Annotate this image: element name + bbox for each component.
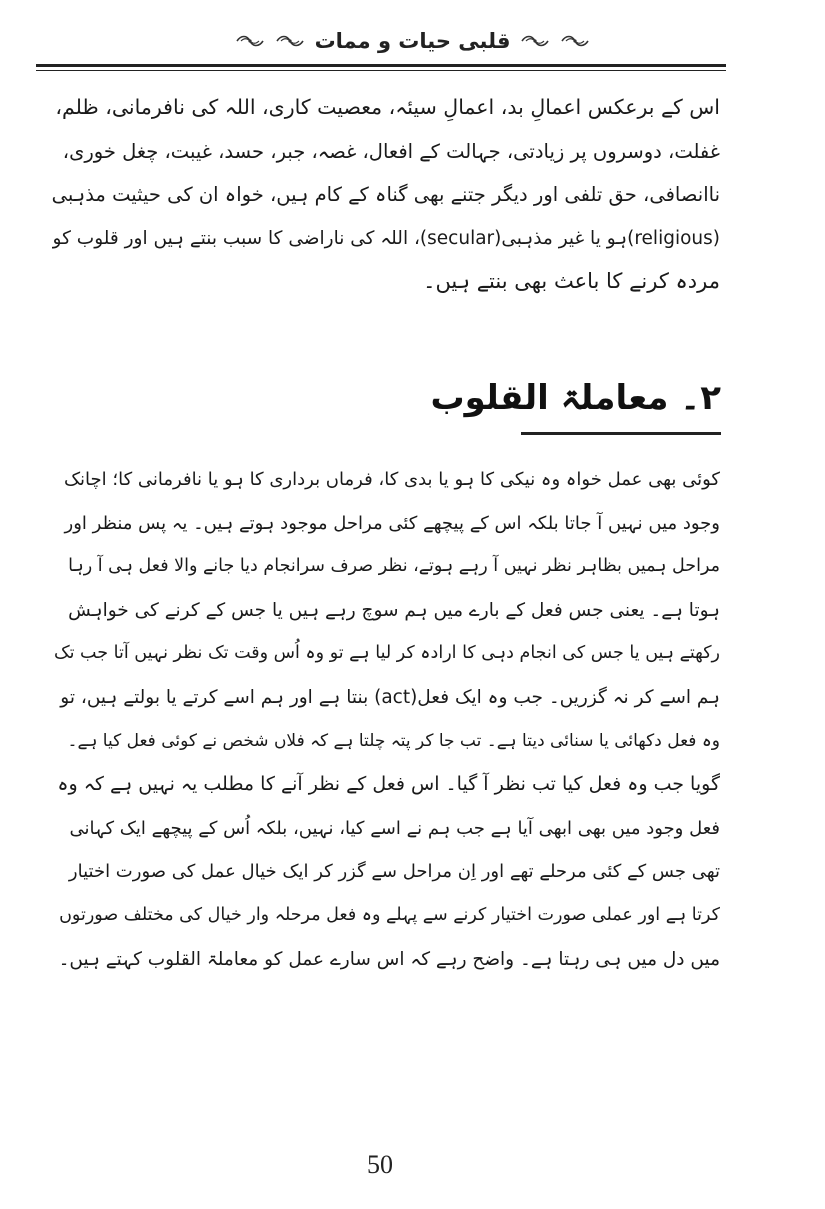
section-heading-text: ۲۔ معاملۃ القلوب (430, 378, 721, 418)
ornament-icon (520, 34, 550, 48)
text-line: گویا جب وہ فعل کیا تب نظر آ گیا۔ اس فعل کے نظر آنے کا مطلب یہ نہیں ہے کہ وہ (57, 773, 720, 796)
text-line: مردہ کرنے کا باعث بھی بنتے ہیں۔ (423, 269, 720, 294)
running-header-title: قلبی حیات و ممات (314, 29, 511, 53)
text-line: وہ فعل دکھائی یا سنائی دیتا ہے۔ تب جا کر پتہ چلتا ہے کہ فلاں شخص نے کوئی فعل کیا ہے۔ (67, 730, 720, 751)
text-line: وجود میں نہیں آ جاتا بلکہ اس کے پیچھے کئی مراحل موجود ہوتے ہیں۔ یہ پس منظر اور (64, 512, 720, 534)
text-line: (religious)ہو یا غیر مذہبی(secular)، اللہ کی ناراضی کا سبب بنتے ہیں اور قلوب کو (52, 227, 720, 249)
text-line: ناانصافی، حق تلفی اور دیگر جتنے بھی گناہ کے کام ہیں، خواہ ان کی حیثیت مذہبی (52, 183, 720, 207)
text-line: ہوتا ہے۔ یعنی جس فعل کے بارے میں ہم سوچ رہے ہیں یا جس کے کرنے کی خواہش (68, 599, 720, 621)
page-number: 50 (367, 1150, 393, 1179)
text-line: رکھتے ہیں یا جس کی انجام دہی کا ارادہ کر لیا ہے تو وہ اُس وقت تک نظر نہیں آتا جب تک (53, 643, 720, 664)
header-rule-thick (36, 64, 726, 67)
ornament-icon (560, 34, 590, 48)
section-heading-underline (521, 432, 721, 435)
paragraph-1 (52, 86, 720, 304)
text-line: اس کے برعکس اعمالِ بد، اعمالِ سیئہ، معصیت کاری، اللہ کی نافرمانی، ظلم، (55, 95, 720, 119)
text-line: تھی جس کے کئی مرحلے تھے اور اِن مراحل سے گزر کر ایک خیال عمل کی صورت اختیار (68, 861, 720, 883)
text-line: میں دل میں ہی رہتا ہے۔ واضح رہے کہ اس سارے عمل کو معاملۃ القلوب کہتے ہیں۔ (58, 948, 720, 970)
running-header (120, 22, 705, 60)
text-line: فعل وجود میں بھی ابھی آیا ہے جب ہم نے اسے کیا، نہیں، بلکہ اُس کے پیچھے ایک کہانی (69, 817, 720, 839)
header-rule-thin (36, 70, 726, 71)
text-line: کرتا ہے اور عملی صورت اختیار کرنے سے پہلے وہ فعل مرحلہ وار خیال کی مختلف صورتوں (59, 904, 720, 925)
text-line: کوئی بھی عمل خواہ وہ نیکی کا ہو یا بدی کا، فرماں برداری کا ہو یا نافرمانی کا؛ اچانک (63, 469, 720, 490)
text-line: مراحل ہمیں بظاہر نظر نہیں آ رہے ہوتے، نظر صرف سرانجام دیا جانے والا فعل ہی آ رہا (68, 556, 720, 577)
ornament-icon (235, 34, 265, 48)
text-line: ہم اسے کر نہ گزریں۔ جب وہ ایک فعل(act) بنتا ہے اور ہم اسے کرتے یا بولتے ہیں، تو (60, 686, 720, 708)
paragraph-2 (52, 458, 720, 981)
section-heading (431, 372, 721, 424)
ornament-icon (275, 34, 305, 48)
text-line: غفلت، دوسروں پر زیادتی، جہالت کے افعال، غصہ، جبر، حسد، غیبت، چغل خوری، (62, 139, 720, 163)
